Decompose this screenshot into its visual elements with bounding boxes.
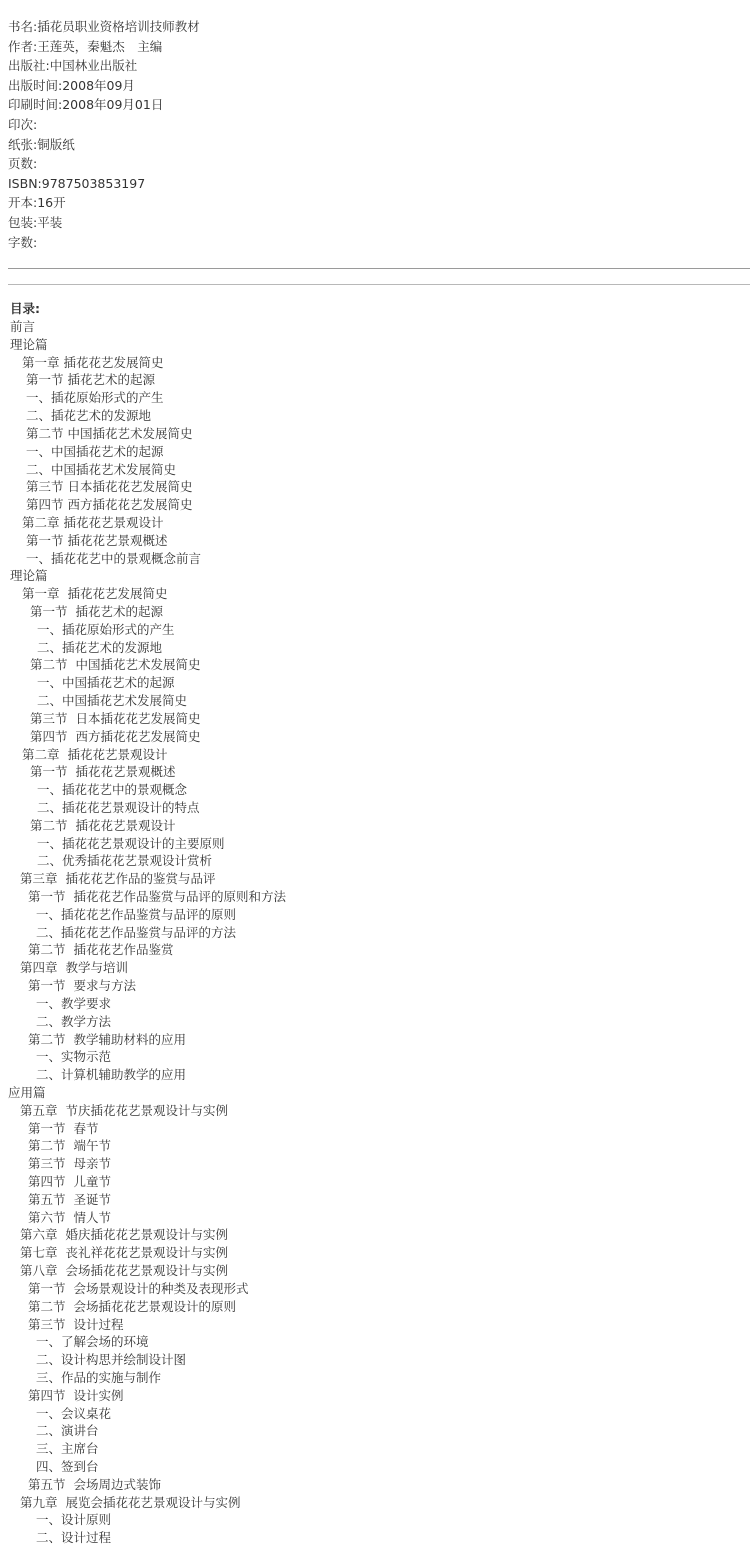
toc-line: 第一章 插花花艺发展简史 <box>22 354 164 370</box>
toc-line: 第二节 插花花艺景观设计 <box>30 817 176 833</box>
book-publisher: 出版社:中国林业出版社 <box>8 58 138 74</box>
toc-line: 第二章 插花花艺景观设计 <box>22 514 164 530</box>
toc-line: 第四节 儿童节 <box>28 1174 111 1189</box>
book-author: 作者:王莲英，秦魁杰 主编 <box>8 38 163 54</box>
book-binding: 包装:平装 <box>8 214 63 230</box>
toc-line: 第二节 中国插花艺术发展简史 <box>26 425 193 441</box>
toc-line: 第三节 母亲节 <box>28 1156 111 1172</box>
toc-line: 第三节 日本插花花艺发展简史 <box>26 479 193 495</box>
toc-list <box>8 318 748 1547</box>
toc-line: 第二章 插花花艺景观设计 <box>22 746 168 762</box>
toc-line: 第二节 会场插花花艺景观设计的原则 <box>28 1298 236 1314</box>
toc-line: 前言 <box>10 319 36 334</box>
toc-line: 第一节 插花花艺作品鉴赏与品评的原则和方法 <box>28 889 286 904</box>
toc-line: 理论篇 <box>10 568 48 584</box>
toc-line: 一、插花花艺中的景观概念前言 <box>26 550 202 566</box>
divider-top <box>8 268 750 269</box>
toc-line: 第三节 设计过程 <box>28 1316 124 1332</box>
toc-line: 一、实物示范 <box>36 1049 112 1065</box>
toc-line: 二、教学方法 <box>36 1013 112 1029</box>
book-print-date: 印刷时间:2008年09月01日 <box>8 97 164 113</box>
toc-line: 一、中国插花艺术的起源 <box>37 675 175 691</box>
toc-line: 一、设计原则 <box>36 1512 112 1528</box>
book-title: 书名:插花员职业资格培训技师教材 <box>8 19 200 34</box>
toc-line: 二、插花花艺景观设计的特点 <box>37 799 200 815</box>
toc-line: 第二节 中国插花艺术发展简史 <box>30 657 201 673</box>
toc-line: 第一节 插花艺术的起源 <box>30 604 163 619</box>
toc-line: 第五章 节庆插花花艺景观设计与实例 <box>20 1102 228 1118</box>
book-impression: 印次: <box>8 116 38 132</box>
book-pages: 页数: <box>8 156 38 172</box>
toc-line: 一、了解会场的环境 <box>36 1334 149 1350</box>
toc-line: 二、演讲台 <box>36 1423 99 1439</box>
table-of-contents <box>8 300 748 1547</box>
toc-line: 第一节 春节 <box>28 1120 99 1136</box>
toc-line: 三、主席台 <box>36 1441 99 1457</box>
toc-line: 二、设计构思并绘制设计图 <box>36 1352 187 1368</box>
toc-line: 理论篇 <box>10 336 48 352</box>
toc-line: 一、插花花艺作品鉴赏与品评的原则 <box>36 906 237 922</box>
toc-line: 第四章 教学与培训 <box>20 960 128 976</box>
book-word-count: 字数: <box>8 234 38 250</box>
toc-line: 一、插花原始形式的产生 <box>26 390 164 406</box>
toc-line: 第四节 设计实例 <box>28 1387 124 1403</box>
toc-line: 第三章 插花花艺作品的鉴赏与品评 <box>20 871 216 887</box>
toc-line: 三、作品的实施与制作 <box>36 1369 162 1385</box>
toc-line: 第三节 日本插花花艺发展简史 <box>30 710 201 726</box>
divider-bottom <box>8 284 750 285</box>
book-format: 开本:16开 <box>8 195 66 211</box>
toc-line: 第六节 情人节 <box>28 1209 111 1225</box>
toc-line: 二、插花艺术的发源地 <box>37 639 163 655</box>
toc-heading: 目录: <box>10 301 40 316</box>
toc-line: 一、中国插花艺术的起源 <box>26 443 164 459</box>
toc-line: 二、插花花艺作品鉴赏与品评的方法 <box>36 924 237 940</box>
toc-line: 二、中国插花艺术发展简史 <box>37 693 188 709</box>
toc-line: 第一章 插花花艺发展简史 <box>22 586 168 602</box>
toc-line: 第二节 插花花艺作品鉴赏 <box>28 942 174 958</box>
toc-line: 二、优秀插花花艺景观设计赏析 <box>37 853 213 869</box>
toc-line: 二、插花艺术的发源地 <box>26 408 152 424</box>
toc-line: 四、签到台 <box>36 1459 99 1474</box>
toc-line: 第五节 会场周边式装饰 <box>28 1476 161 1492</box>
toc-line: 第九章 展览会插花花艺景观设计与实例 <box>20 1494 241 1510</box>
toc-line: 一、会议桌花 <box>36 1405 112 1421</box>
toc-line: 第一节 会场景观设计的种类及表现形式 <box>28 1280 249 1296</box>
toc-line: 第一节 要求与方法 <box>28 978 136 994</box>
toc-line: 二、计算机辅助教学的应用 <box>36 1067 187 1083</box>
toc-line: 第一节 插花艺术的起源 <box>26 372 155 388</box>
toc-line: 第二节 教学辅助材料的应用 <box>28 1031 186 1047</box>
toc-line: 第四节 西方插花花艺发展简史 <box>26 497 193 513</box>
toc-line: 第七章 丧礼祥花花艺景观设计与实例 <box>20 1245 228 1261</box>
toc-line: 二、设计过程 <box>36 1530 112 1546</box>
toc-line: 第一节 插花花艺景观概述 <box>26 532 168 548</box>
toc-line: 第八章 会场插花花艺景观设计与实例 <box>20 1263 228 1279</box>
toc-line: 第四节 西方插花花艺发展简史 <box>30 728 201 744</box>
toc-line: 应用篇 <box>8 1084 46 1100</box>
toc-line: 一、教学要求 <box>36 995 112 1011</box>
toc-line: 一、插花花艺景观设计的主要原则 <box>37 835 225 851</box>
toc-line: 第一节 插花花艺景观概述 <box>30 764 176 780</box>
toc-line: 第六章 婚庆插花花艺景观设计与实例 <box>20 1227 228 1243</box>
book-publish-date: 出版时间:2008年09月 <box>8 77 135 93</box>
book-paper: 纸张:铜版纸 <box>8 136 75 152</box>
book-isbn: ISBN:9787503853197 <box>8 175 146 191</box>
book-info <box>8 17 748 252</box>
toc-line: 一、插花原始形式的产生 <box>37 621 175 637</box>
toc-line: 二、中国插花艺术发展简史 <box>26 461 177 477</box>
toc-line: 一、插花花艺中的景观概念 <box>37 782 188 798</box>
toc-line: 第五节 圣诞节 <box>28 1191 111 1207</box>
toc-line: 第二节 端午节 <box>28 1138 111 1154</box>
